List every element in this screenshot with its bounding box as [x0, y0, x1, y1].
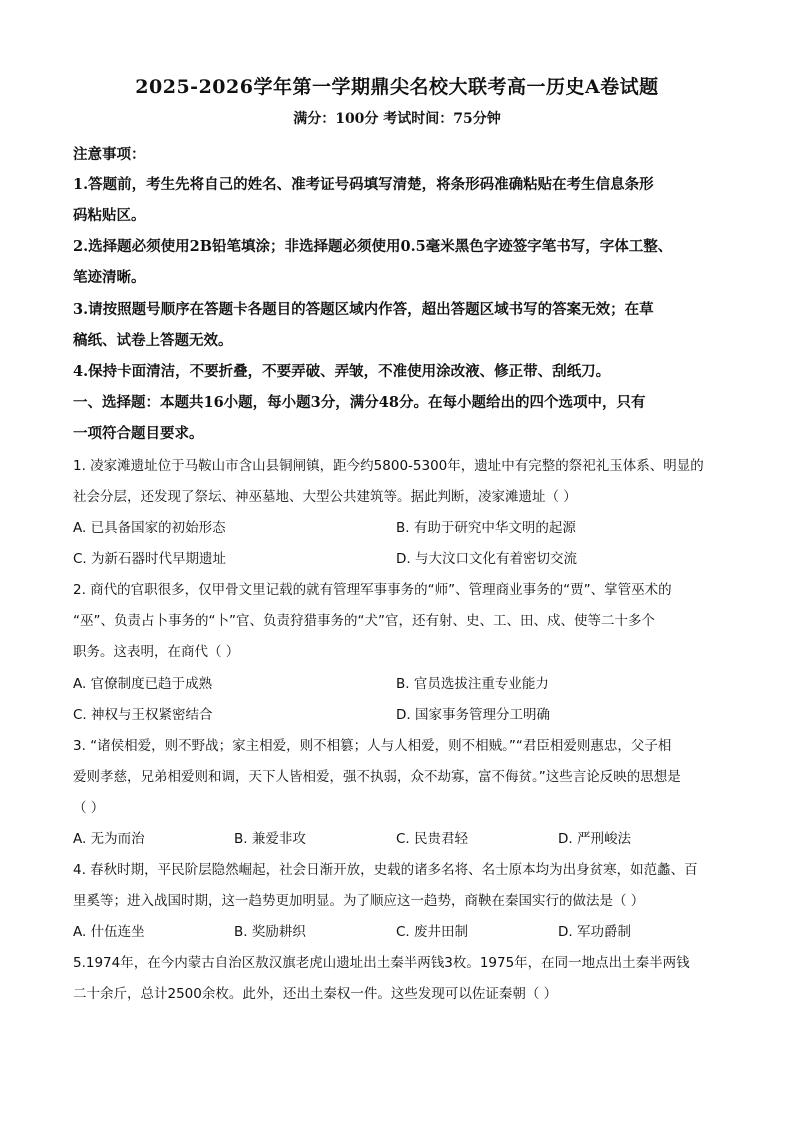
question-1-stem: 社会分层，还发现了祭坛、神巫墓地、大型公共建筑等。据此判断，凌家滩遗址（ ）: [73, 489, 577, 505]
question-4-stem: 4. 春秋时期，平民阶层隐然崛起，社会日渐开放，史载的诸多名将、名士原本均为出身贫寒，如范蠡、百: [73, 862, 698, 878]
question-2-stem: 职务。这表明，在商代（ ）: [73, 644, 240, 660]
question-4-option-a: A. 什伍连坐: [73, 924, 145, 940]
question-3-stem: （ ）: [73, 800, 105, 816]
question-1-option-d: D. 与大汶口文化有着密切交流: [396, 551, 577, 567]
question-2-option-d: D. 国家事务管理分工明确: [396, 707, 550, 723]
exam-info: 满分：100分 考试时间：75分钟: [293, 111, 501, 127]
notice-line: 3.请按照题号顺序在答题卡各题目的答题区域内作答，超出答题区域书写的答案无效；在草: [73, 301, 654, 318]
question-4-option-d: D. 军功爵制: [558, 924, 631, 940]
notice-line: 码粘贴区。: [73, 207, 146, 224]
question-2-stem: “巫”、负责占卜事务的“卜”官、负责狩猎事务的“犬”官，还有射、史、工、田、戍、使等二十多个: [73, 613, 655, 629]
question-3-option-b: B. 兼爱非攻: [234, 831, 306, 847]
notice-line: 稿纸、试卷上答题无效。: [73, 332, 233, 349]
question-4-option-c: C. 废井田制: [396, 924, 469, 940]
notice-line: 2.选择题必须使用2B铅笔填涂；非选择题必须使用0.5毫米黑色字迹签字笔书写，字体工整、: [73, 238, 673, 255]
section-heading: 一项符合题目要求。: [73, 425, 204, 442]
question-3-option-c: C. 民贵君轻: [396, 831, 469, 847]
question-2-option-a: A. 官僚制度已趋于成熟: [73, 676, 213, 692]
question-1-option-b: B. 有助于研究中华文明的起源: [396, 520, 576, 536]
question-1-option-c: C. 为新石器时代早期遗址: [73, 551, 227, 567]
notice-line: 1.答题前，考生先将自己的姓名、准考证号码填写清楚，将条形码准确粘贴在考生信息条形: [73, 176, 654, 193]
notice-heading: 注意事项：: [73, 146, 146, 163]
question-3-stem: 爱则孝慈，兄弟相爱则和调，天下人皆相爱，强不执弱，众不劫寡，富不侮贫。”这些言论反映的思想是: [73, 769, 681, 785]
section-heading: 一、选择题：本题共16小题，每小题3分，满分48分。在每小题给出的四个选项中，只有: [73, 394, 646, 411]
question-3-option-a: A. 无为而治: [73, 831, 145, 847]
question-1-stem: 1. 凌家滩遗址位于马鞍山市含山县铜闸镇，距今约5800-5300年，遗址中有完整的祭祀礼玉体系、明显的: [73, 458, 704, 474]
question-2-stem: 2. 商代的官职很多，仅甲骨文里记载的就有管理军事事务的“师”、管理商业事务的“贾”、掌管巫术的: [73, 582, 672, 598]
question-5-stem: 二十余斤，总计2500余枚。此外，还出土秦权一件。这些发现可以佐证秦朝（ ）: [73, 986, 558, 1002]
page-title: 2025-2026学年第一学期鼎尖名校大联考高一历史A卷试题: [135, 76, 659, 98]
question-1-option-a: A. 已具备国家的初始形态: [73, 520, 226, 536]
notice-line: 4.保持卡面清洁，不要折叠，不要弄破、弄皱，不准使用涂改液、修正带、刮纸刀。: [73, 363, 611, 380]
notice-line: 笔迹清晰。: [73, 269, 146, 286]
question-4-stem: 里奚等；进入战国时期，这一趋势更加明显。为了顺应这一趋势，商鞅在秦国实行的做法是（ ）: [73, 893, 645, 909]
question-2-option-b: B. 官员选拔注重专业能力: [396, 676, 549, 692]
question-2-option-c: C. 神权与王权紧密结合: [73, 707, 213, 723]
question-3-stem: 3. “诸侯相爱，则不野战；家主相爱，则不相篡；人与人相爱，则不相贼。”“君臣相爱则惠忠，父子相: [73, 738, 672, 754]
question-4-option-b: B. 奖励耕织: [234, 924, 306, 940]
question-3-option-d: D. 严刑峻法: [558, 831, 631, 847]
question-5-stem: 5.1974年，在今内蒙古自治区敖汉旗老虎山遗址出土秦半两钱3枚。1975年，在同一地点出土秦半两钱: [73, 955, 690, 971]
